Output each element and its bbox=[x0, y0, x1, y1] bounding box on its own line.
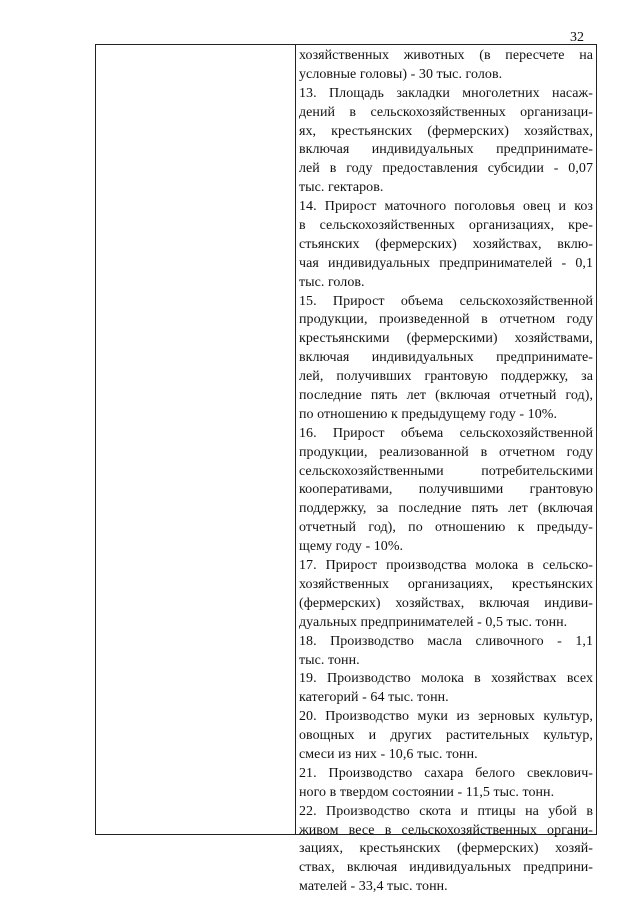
text-line: лей в году предоставления субсидии - 0,07 bbox=[299, 161, 593, 177]
text-line: щему году - 10%. bbox=[299, 539, 404, 555]
text-line: 18. Производство масла сливочного - 1,1 bbox=[299, 633, 593, 649]
text-line: по отношению к предыдущему году - 10%. bbox=[299, 406, 558, 422]
text-line: чая индивидуальных предпринимателей - 0,1 bbox=[299, 255, 593, 271]
text-line: тыс. тонн. bbox=[299, 652, 360, 668]
text-line: дуальных предпринимателей - 0,5 тыс. тонн. bbox=[299, 614, 568, 630]
list-item bbox=[299, 425, 593, 557]
text-line: овощных и других растительных культур, bbox=[299, 728, 593, 744]
text-line: 13. Площадь закладки многолетних насаж- bbox=[299, 85, 593, 101]
table-right-column bbox=[296, 45, 596, 895]
text-line: продукции, произведенной в отчетном году bbox=[299, 312, 593, 328]
indicators-table bbox=[95, 44, 597, 895]
text-line: сельскохозяйственными потребительскими bbox=[299, 463, 593, 479]
list-item bbox=[299, 198, 593, 292]
text-line: категорий - 64 тыс. тонн. bbox=[299, 690, 449, 706]
text-line: ного в твердом состоянии - 11,5 тыс. тонн. bbox=[299, 784, 555, 800]
text-line: хозяйственных организациях, крестьянских bbox=[299, 576, 593, 592]
text-line: ствах, включая индивидуальных предприни- bbox=[299, 860, 593, 876]
text-line: включая индивидуальных предпринимате- bbox=[299, 142, 593, 158]
text-line: живом весе в сельскохозяйственных органи- bbox=[299, 822, 593, 838]
text-line: 20. Производство муки из зерновых культур, bbox=[299, 709, 593, 725]
page-number: 32 bbox=[570, 30, 584, 45]
text-line: мателей - 33,4 тыс. тонн. bbox=[299, 879, 448, 895]
list-item bbox=[299, 633, 593, 671]
text-line: крестьянскими (фермерскими) хозяйствами, bbox=[299, 331, 593, 347]
text-line: 15. Прирост объема сельскохозяйственной bbox=[299, 293, 593, 309]
text-line: поддержку, за последние пять лет (включая bbox=[299, 501, 593, 517]
list-item bbox=[299, 47, 593, 85]
text-line: тыс. голов. bbox=[299, 274, 365, 290]
text-line: смеси из них - 10,6 тыс. тонн. bbox=[299, 746, 478, 762]
text-line: 16. Прирост объема сельскохозяйственной bbox=[299, 425, 593, 441]
text-line: тыс. гектаров. bbox=[299, 180, 384, 196]
text-line: 21. Производство сахара белого свеклович- bbox=[299, 765, 593, 781]
text-line: стьянских (фермерских) хозяйствах, вклю- bbox=[299, 236, 593, 252]
text-line: отчетный год), по отношению к предыду- bbox=[299, 520, 593, 536]
text-line: лей, получивших грантовую поддержку, за bbox=[299, 369, 593, 385]
list-item bbox=[299, 85, 593, 198]
list-item bbox=[299, 557, 593, 633]
list-item bbox=[299, 293, 593, 425]
text-line: ях, крестьянских (фермерских) хозяйствах, bbox=[299, 123, 593, 139]
text-line: продукции, реализованной в отчетном году bbox=[299, 444, 593, 460]
text-line: 19. Производство молока в хозяйствах всех bbox=[299, 671, 593, 687]
text-line: хозяйственных животных (в пересчете на bbox=[299, 48, 593, 63]
list-item bbox=[299, 708, 593, 765]
text-line: дений в сельскохозяйственных организаци- bbox=[299, 104, 593, 120]
text-line: включая индивидуальных предпринимате- bbox=[299, 350, 593, 366]
table-left-column bbox=[96, 45, 296, 834]
text-line: 22. Производство скота и птицы на убой в bbox=[299, 803, 593, 819]
text-line: кооперативами, получившими грантовую bbox=[299, 482, 593, 498]
text-line: зациях, крестьянских (фермерских) хозяй- bbox=[299, 841, 593, 857]
text-line: в сельскохозяйственных организациях, кре- bbox=[299, 218, 593, 234]
list-item bbox=[299, 803, 593, 897]
list-item bbox=[299, 670, 593, 708]
text-line: 14. Прирост маточного поголовья овец и коз bbox=[299, 199, 593, 215]
text-line: условные головы) - 30 тыс. голов. bbox=[299, 66, 503, 82]
text-line: 17. Прирост производства молока в сельско- bbox=[299, 558, 593, 574]
list-item bbox=[299, 765, 593, 803]
text-line: (фермерских) хозяйствах, включая индиви- bbox=[299, 595, 593, 611]
text-line: последние пять лет (включая отчетный год), bbox=[299, 388, 593, 404]
